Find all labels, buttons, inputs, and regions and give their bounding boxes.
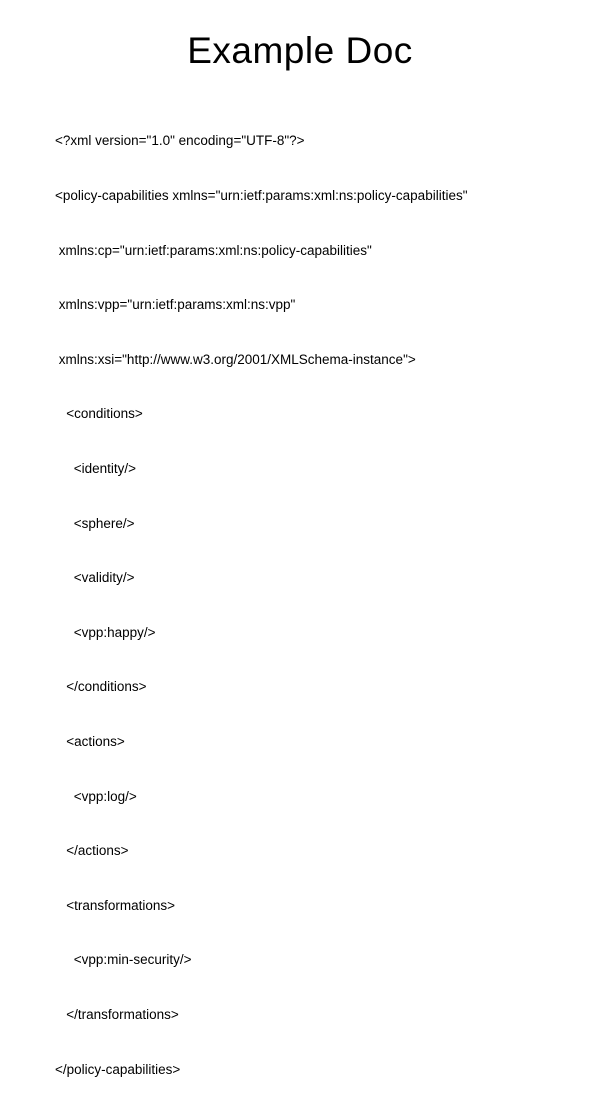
code-line-xmlns-cp: xmlns:cp="urn:ietf:params:xml:ns:policy-capabilities" (55, 242, 372, 258)
code-line-transformations-close: </transformations> (55, 1006, 179, 1022)
code-line-policy-capabilities-close: </policy-capabilities> (55, 1061, 181, 1077)
page-title: Example Doc (187, 30, 413, 71)
code-line-identity: <identity/> (55, 460, 137, 476)
code-line-vpp-log: <vpp:log/> (55, 788, 137, 804)
code-line-sphere: <sphere/> (55, 515, 135, 531)
code-line-xmlns-vpp: xmlns:vpp="urn:ietf:params:xml:ns:vpp" (55, 297, 296, 313)
code-line-vpp-min-security: <vpp:min-security/> (55, 952, 192, 968)
code-line-xmlns-xsi: xmlns:xsi="http://www.w3.org/2001/XMLSchema-instance"> (55, 351, 416, 367)
code-line-validity: <validity/> (55, 570, 135, 586)
xml-code-block (55, 96, 590, 1115)
code-line-actions-open: <actions> (55, 733, 125, 749)
code-line-vpp-happy: <vpp:happy/> (55, 624, 156, 640)
code-line-xml-declaration: <?xml version="1.0" encoding="UTF-8"?> (55, 133, 305, 149)
code-line-transformations-open: <transformations> (55, 897, 176, 913)
code-line-conditions-close: </conditions> (55, 679, 147, 695)
code-line-policy-capabilities-open: <policy-capabilities xmlns="urn:ietf:params:xml:ns:policy-capabilities" (55, 188, 468, 203)
code-line-conditions-open: <conditions> (55, 406, 143, 422)
code-line-actions-close: </actions> (55, 843, 129, 859)
